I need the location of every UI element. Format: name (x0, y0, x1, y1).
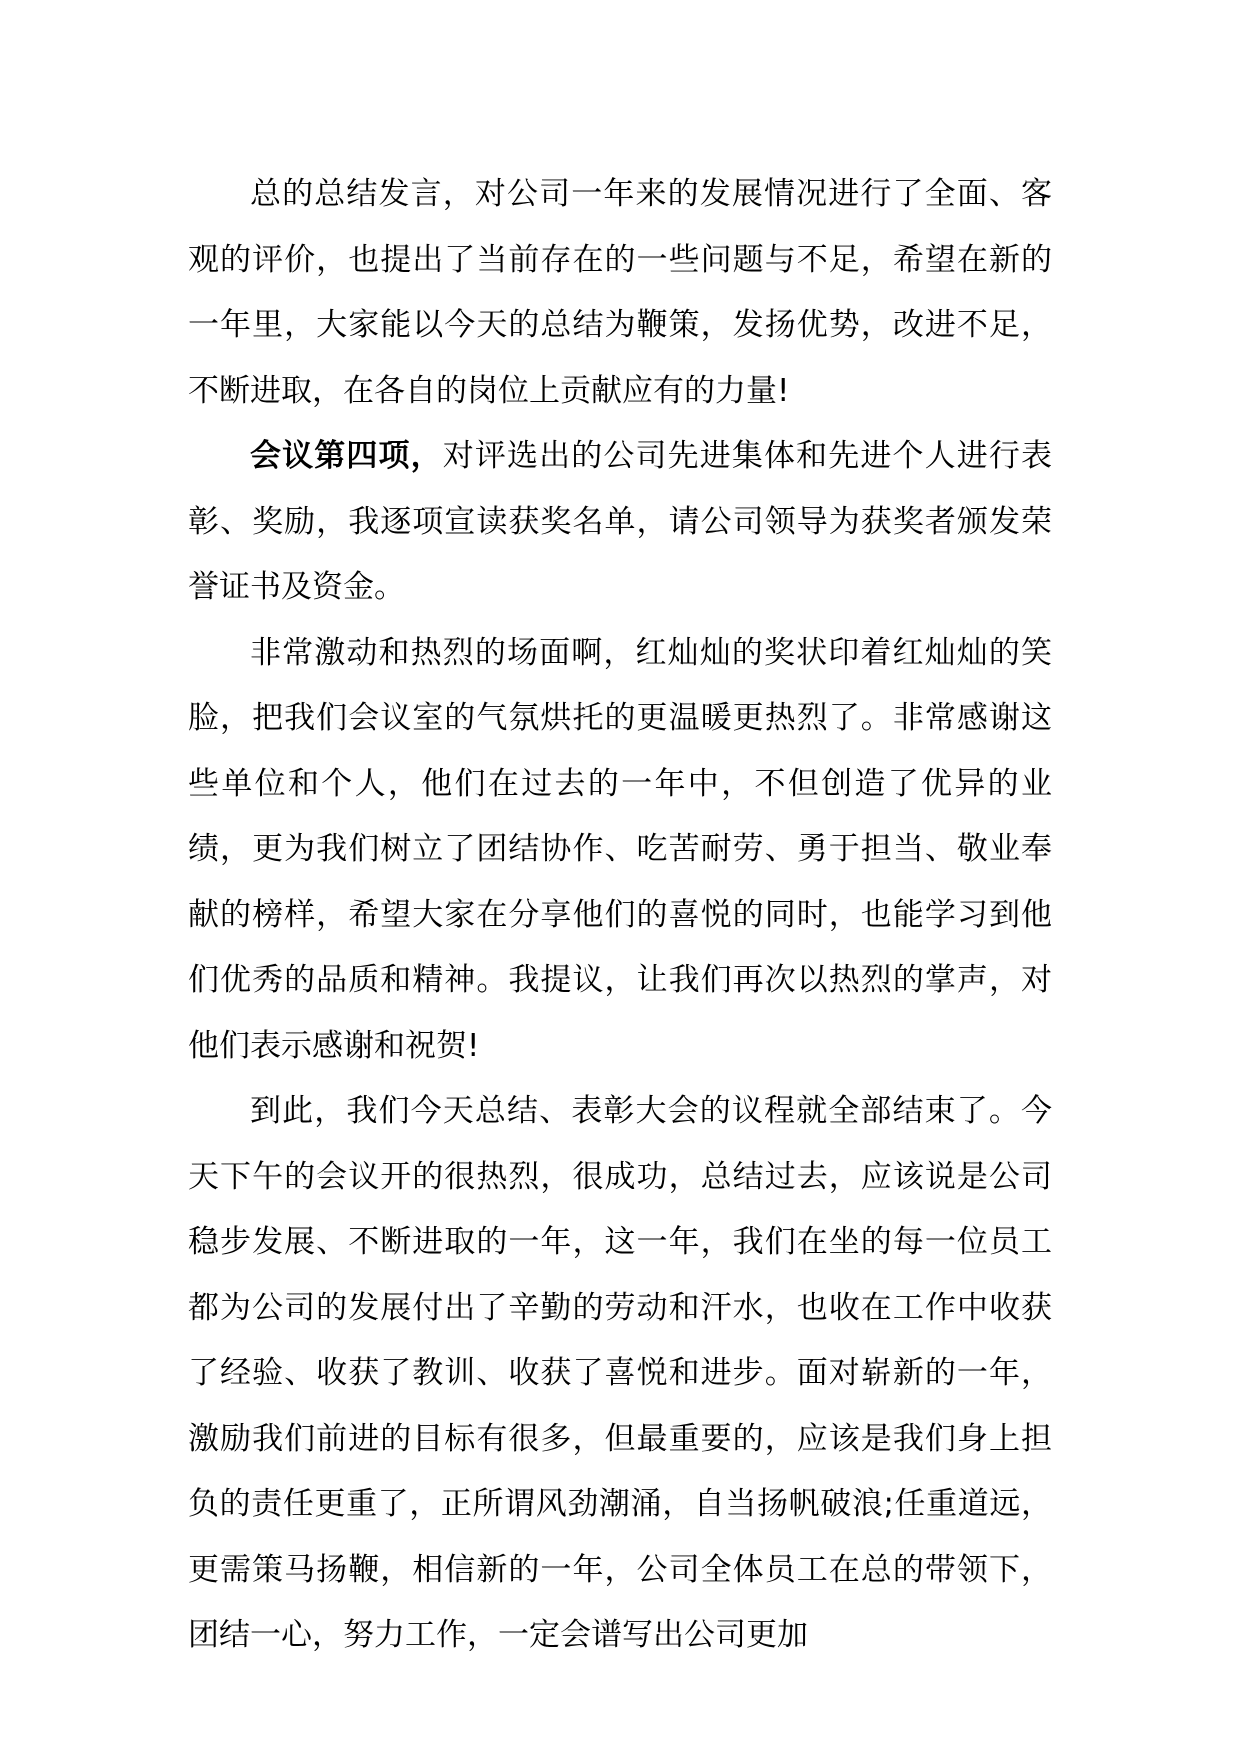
paragraph-closing-remarks (188, 1079, 1052, 1669)
paragraph-text: 非常激动和热烈的场面啊，红灿灿的奖状印着红灿灿的笑脸，把我们会议室的气氛烘托的更温暖更热烈了。非常感谢这些单位和个人，他们在过去的一年中，不但创造了优异的业绩，更为我们树立了团结协作、吃苦耐劳、勇于担当、敬业奉献的榜样，希望大家在分享他们的喜悦的同时，也能学习到他们优秀的品质和精神。我提议，让我们再次以热烈的掌声，对他们表示感谢和祝贺! (188, 634, 1052, 1064)
paragraph-award-celebration (188, 621, 1052, 1080)
paragraph-summary-remarks (188, 162, 1052, 424)
paragraph-text: 对评选出的公司先进集体和先进个人进行表彰、奖励，我逐项宣读获奖名单，请公司领导为获奖者颁发荣誉证书及资金。 (188, 438, 1052, 605)
paragraph-text: 总的总结发言，对公司一年来的发展情况进行了全面、客观的评价，也提出了当前存在的一些问题与不足，希望在新的一年里，大家能以今天的总结为鞭策，发扬优势，改进不足，不断进取，在各自的岗位上贡献应有的力量! (188, 176, 1052, 409)
paragraph-lead: 会议第四项， (250, 438, 443, 474)
paragraph-agenda-item-four (188, 424, 1052, 621)
paragraph-text: 到此，我们今天总结、表彰大会的议程就全部结束了。今天下午的会议开的很热烈，很成功，总结过去，应该说是公司稳步发展、不断进取的一年，这一年，我们在坐的每一位员工都为公司的发展付出了辛勤的劳动和汗水，也收在工作中收获了经验、收获了教训、收获了喜悦和进步。面对崭新的一年，激励我们前进的目标有很多，但最重要的，应该是我们身上担负的责任更重了，正所谓风劲潮涌，自当扬帆破浪;任重道远，更需策马扬鞭，相信新的一年，公司全体员工在总的带领下，团结一心，努力工作，一定会谱写出公司更加 (188, 1093, 1052, 1653)
document-body (188, 162, 1052, 1669)
